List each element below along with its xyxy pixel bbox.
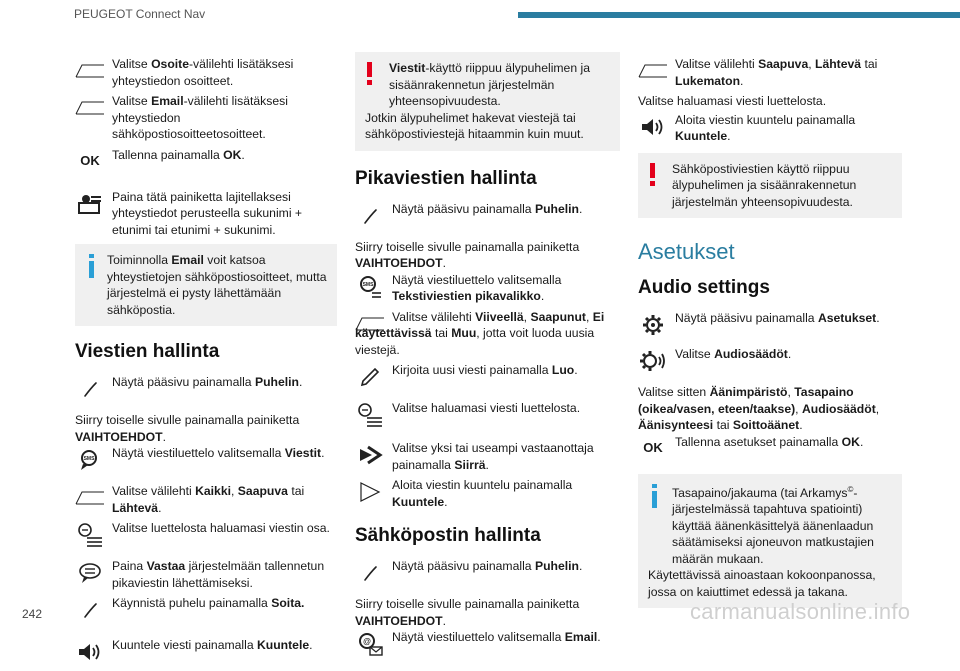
- header-accent-bar: [518, 12, 960, 18]
- para-options-2: Siirry toiselle sivulle painamalla painiketta VAIHTOEHDOT.: [355, 239, 580, 270]
- warning-note-email: Sähköpostiviestien käyttö riippuu älypuhelimen ja sisäänrakennetun järjestelmän yhteensopivuudesta.: [638, 153, 902, 219]
- watermark: carmanualsonline.info: [690, 599, 911, 624]
- step-forward: Valitse yksi tai useampi vastaanottaja painamalla Siirrä.: [355, 440, 620, 473]
- tab-icon: [355, 311, 385, 337]
- step-reply: Paina Vastaa järjestelmään tallennetun pikaviestin lähettämiseksi.: [75, 558, 337, 591]
- step-email-phone: Näytä pääsivu painamalla Puhelin.: [355, 558, 620, 588]
- info-icon: [650, 484, 664, 506]
- contact-sort-icon: [75, 191, 105, 217]
- page-number: 242: [22, 607, 43, 621]
- step-email-list: @ Näytä viestiluettelo valitsemalla Email.: [355, 629, 620, 659]
- sms-icon: [75, 447, 105, 473]
- info-icon: [87, 254, 101, 276]
- tab-icon: [75, 485, 105, 511]
- list-icon: [355, 402, 385, 428]
- step-settings-home: Näytä pääsivu painamalla Asetukset.: [638, 310, 902, 340]
- running-header: PEUGEOT Connect Nav: [74, 7, 206, 21]
- step-quick-tab: Valitse välilehti Viiveellä, Saapunut, Ei käytettävissä tai Muu, jotta voit luoda uusia viestejä.: [355, 309, 605, 357]
- play-icon: [355, 479, 385, 505]
- info-note-email: Toiminnolla Email voit katsoa yhteystietojen sähköpostiosoitteet, mutta järjestelmä ei pysty lähettämään sähköpostia.: [75, 244, 337, 326]
- warning-note-messages: Viestit-käyttö riippuu älypuhelimen ja sisäänrakennetun järjestelmän yhteensopivuudesta. Jotkin älypuhelimet hakevat viestejä tai sähköpostiviestejä hitaammin kuin muut.: [355, 52, 620, 151]
- step-save-ok: OK Tallenna painamalla OK.: [75, 147, 337, 177]
- step-email-tab: Valitse Email-välilehti lisätäksesi yhteystiedon sähköpostiosoitteetosoitteet.: [75, 93, 337, 143]
- step-quick-list: SMS Näytä viestiluettelo valitsemalla Tekstiviestien pikavalikko.: [355, 272, 620, 305]
- quick-sms-icon: [355, 274, 385, 300]
- heading-email: Sähköpostin hallinta: [355, 525, 541, 546]
- phone-icon: [355, 560, 385, 586]
- svg-text:SMS: SMS: [362, 281, 374, 288]
- step-quick-phone: Näytä pääsivu painamalla Puhelin.: [355, 201, 620, 231]
- phone-icon: [75, 597, 105, 623]
- email-icon: [355, 631, 385, 657]
- reply-icon: [75, 560, 105, 586]
- svg-text:@: @: [363, 637, 371, 646]
- para-options-3: Siirry toiselle sivulle painamalla painiketta VAIHTOEHDOT.: [355, 597, 580, 628]
- warning-icon: [648, 163, 662, 185]
- speaker-icon: [638, 114, 668, 140]
- tab-icon: [638, 58, 668, 84]
- step-inbox-tab: Valitse välilehti Saapuva, Lähtevä tai Lukematon.: [638, 56, 902, 89]
- forward-icon: [355, 442, 385, 468]
- audio-gear-icon: [638, 348, 668, 374]
- step-quick-listen: Aloita viestin kuuntelu painamalla Kuuntele.: [355, 477, 620, 510]
- heading-audio-settings: Audio settings: [638, 277, 770, 298]
- step-address-tab: Valitse Osoite-välilehti lisätäksesi yhteystiedon osoitteet.: [75, 56, 337, 89]
- heading-settings: Asetukset: [638, 239, 735, 264]
- list-icon: [75, 522, 105, 548]
- info-note-balance: Tasapaino/jakauma (tai Arkamys©-järjestelmässä tapahtuva spatiointi) käyttää äänenkäsittelyä äänenlaadun säätämiseksi ajoneuvon matkustajien määrän mukaan. Käytettävissä ainoastaan kokoonpanossa, jossa on kaiuttimet edessä ja takana.: [638, 474, 902, 609]
- step-listen: Kuuntele viesti painamalla Kuuntele.: [75, 637, 337, 667]
- step-messages-select: Valitse luettelosta haluamasi viestin osa.: [75, 520, 337, 550]
- step-create: Kirjoita uusi viesti painamalla Luo.: [355, 362, 620, 392]
- pencil-icon: [355, 364, 385, 390]
- step-audio-settings: Valitse Audiosäädöt.: [638, 346, 902, 376]
- ok-label: OK: [643, 440, 663, 456]
- step-messages-tab: Valitse välilehti Kaikki, Saapuva tai Lähtevä.: [75, 483, 337, 516]
- step-messages-phone: Näytä pääsivu painamalla Puhelin.: [75, 374, 337, 404]
- step-audio-save: OK Tallenna asetukset painamalla OK.: [638, 434, 902, 464]
- heading-messages: Viestien hallinta: [75, 341, 220, 362]
- step-email-listen: Aloita viestin kuuntelu painamalla Kuuntele.: [638, 112, 902, 145]
- column-3: [638, 56, 902, 616]
- column-2: [355, 52, 620, 663]
- warning-icon: [365, 62, 379, 84]
- para-options: Siirry toiselle sivulle painamalla painiketta VAIHTOEHDOT.: [75, 413, 300, 444]
- phone-icon: [355, 203, 385, 229]
- svg-text:SMS: SMS: [83, 456, 95, 462]
- speaker-icon: [75, 639, 105, 665]
- gear-icon: [638, 312, 668, 338]
- para-select-message: Valitse haluamasi viesti luettelosta.: [638, 94, 827, 108]
- phone-icon: [75, 376, 105, 402]
- step-sort-contacts: Paina tätä painiketta lajitellaksesi yhteystiedot perusteella sukunimi + etunimi tai etunimi + sukunimi.: [75, 189, 337, 239]
- step-call: Käynnistä puhelu painamalla Soita.: [75, 595, 337, 625]
- step-quick-select: Valitse haluamasi viesti luettelosta.: [355, 400, 620, 430]
- step-messages-list: SMS Näytä viestiluettelo valitsemalla Viestit.: [75, 445, 337, 475]
- column-1: [75, 56, 337, 671]
- para-audio-options: Valitse sitten Äänimpäristö, Tasapaino (oikea/vasen, eteen/taakse), Audiosäädöt, Äänisynteesi tai Soittoäänet.: [638, 385, 880, 432]
- heading-quick-messages: Pikaviestien hallinta: [355, 167, 537, 189]
- tab-icon: [75, 58, 105, 84]
- tab-icon: [75, 95, 105, 121]
- ok-label: OK: [80, 153, 100, 169]
